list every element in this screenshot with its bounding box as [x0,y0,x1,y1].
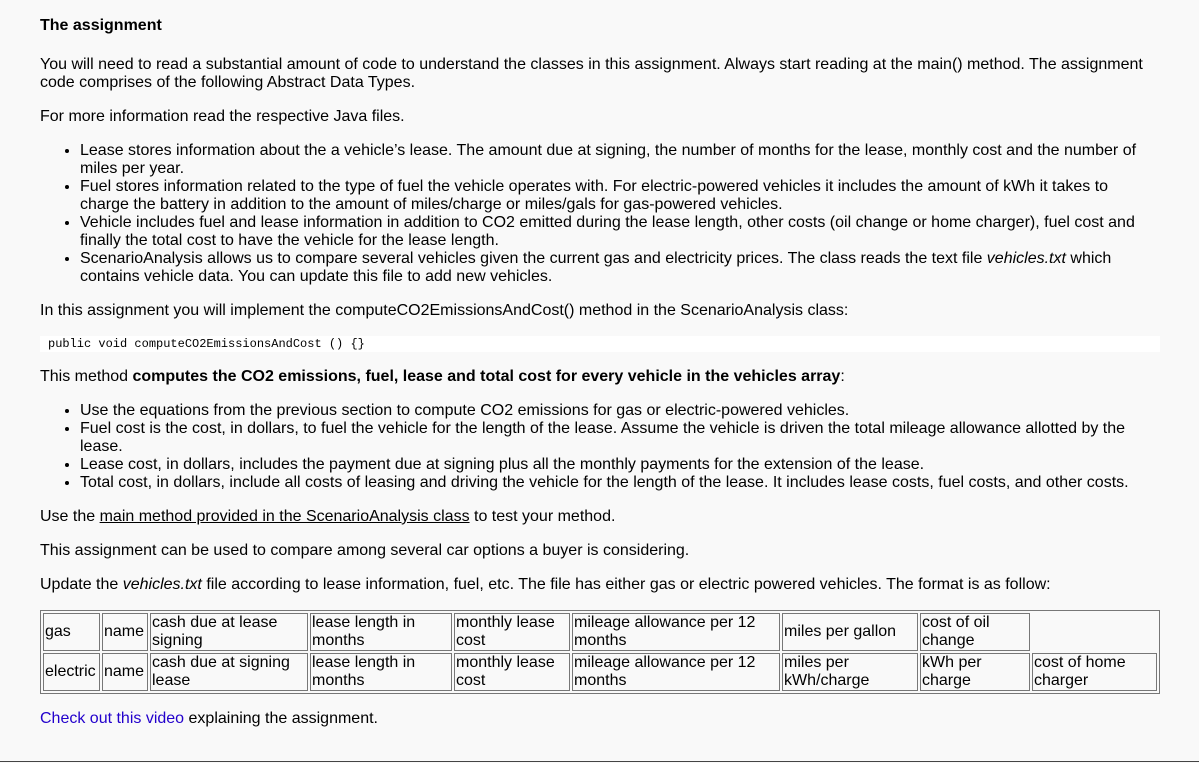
adt-list [40,142,1160,286]
method-item-fuel-cost: • Fuel cost is the cost, in dollars, to fuel the vehicle for the length of the lease. Assume the vehicle is driven the total mileage allowance allotted by the lease. [80,420,1160,456]
table-cell: monthly lease cost [454,613,570,651]
table-cell: mileage allowance per 12 months [572,613,780,651]
intro-paragraph: You will need to read a substantial amount of code to understand the classes in this assignment. Always start reading at the main() method. The assignment code comprises of the following Abstract Data Types. [40,56,1143,91]
code-block: public void computeCO2EmissionsAndCost () {} [40,336,1160,352]
vehicles-file-name: vehicles.txt [986,250,1066,267]
use-main-paragraph [40,508,1160,526]
adt-item-lease: • Lease stores information about the a vehicle’s lease. The amount due at signing, the number of months for the lease, monthly cost and the number of miles per year. [80,142,1160,178]
table-cell: lease length in months [310,653,452,691]
video-after: explaining the assignment. [184,710,378,727]
table-cell: electric [43,653,100,691]
format-table [40,610,1160,694]
update-file-name: vehicles.txt [122,576,202,593]
update-after: file according to lease information, fuel, etc. The file has either gas or electric powered vehicles. The format is as follow: [201,576,1051,593]
main-method-link[interactable]: main method provided in the ScenarioAnalysis class [99,508,470,525]
method-item-lease-cost: • Lease cost, in dollars, includes the payment due at signing plus all the monthly payments for the extension of the lease. [80,456,1160,474]
use-main-before: Use the [40,508,100,525]
bottom-divider [0,761,1199,762]
section-heading: The assignment [40,17,162,34]
video-paragraph [40,710,1160,728]
table-cell: cost of home charger [1032,653,1157,691]
table-cell: cash due at lease signing [150,613,308,651]
more-info-paragraph: For more information read the respective Java files. [40,108,405,125]
table-cell: kWh per charge [920,653,1030,691]
adt-item-scenario-analysis [80,250,1160,286]
table-cell: miles per gallon [782,613,918,651]
table-cell: name [102,613,148,651]
update-paragraph [40,576,1160,594]
implement-paragraph: In this assignment you will implement the computeCO2EmissionsAndCost() method in the ScenarioAnalysis class: [40,302,849,319]
adt-item-vehicle: • Vehicle includes fuel and lease information in addition to CO2 emitted during the lease length, other costs (oil change or home charger), fuel cost and finally the total cost to have the vehicle for the lease length. [80,214,1160,250]
video-link[interactable]: Check out this video [40,710,185,727]
adt-scenario-text-before: ScenarioAnalysis allows us to compare several vehicles given the current gas and electricity prices. The class reads the text file [80,250,987,267]
table-cell: cash due at signing lease [150,653,308,691]
method-item-total-cost: • Total cost, in dollars, include all costs of leasing and driving the vehicle for the length of the lease. It includes lease costs, fuel costs, and other costs. [80,474,1160,492]
method-desc-after: : [840,368,845,385]
adt-item-fuel: • Fuel stores information related to the type of fuel the vehicle operates with. For electric-powered vehicles it includes the amount of kWh it takes to charge the battery in addition to the amount of miles/charge or miles/gals for gas-powered vehicles. [80,178,1160,214]
method-desc-bold: computes the CO2 emissions, fuel, lease and total cost for every vehicle in the vehicles array [132,368,841,385]
table-cell: cost of oil change [920,613,1030,651]
compare-paragraph: This assignment can be used to compare among several car options a buyer is considering. [40,542,690,559]
method-description [40,368,1160,386]
method-item-co2: • Use the equations from the previous section to compute CO2 emissions for gas or electric-powered vehicles. [80,402,1160,420]
update-before: Update the [40,576,123,593]
table-row [43,653,1157,691]
table-cell: lease length in months [310,613,452,651]
assignment-page [40,0,1160,728]
table-cell: miles per kWh/charge [782,653,918,691]
method-list [40,402,1160,492]
use-main-after: to test your method. [469,508,616,525]
adt-scenario-text-after: which contains vehicle data. You can update this file to add new vehicles. [80,250,1112,285]
table-row [43,613,1157,651]
table-cell-empty [1032,613,1157,651]
table-cell: gas [43,613,100,651]
table-cell: mileage allowance per 12 months [572,653,780,691]
table-cell: name [102,653,148,691]
table-cell: monthly lease cost [454,653,570,691]
method-desc-before: This method [40,368,133,385]
